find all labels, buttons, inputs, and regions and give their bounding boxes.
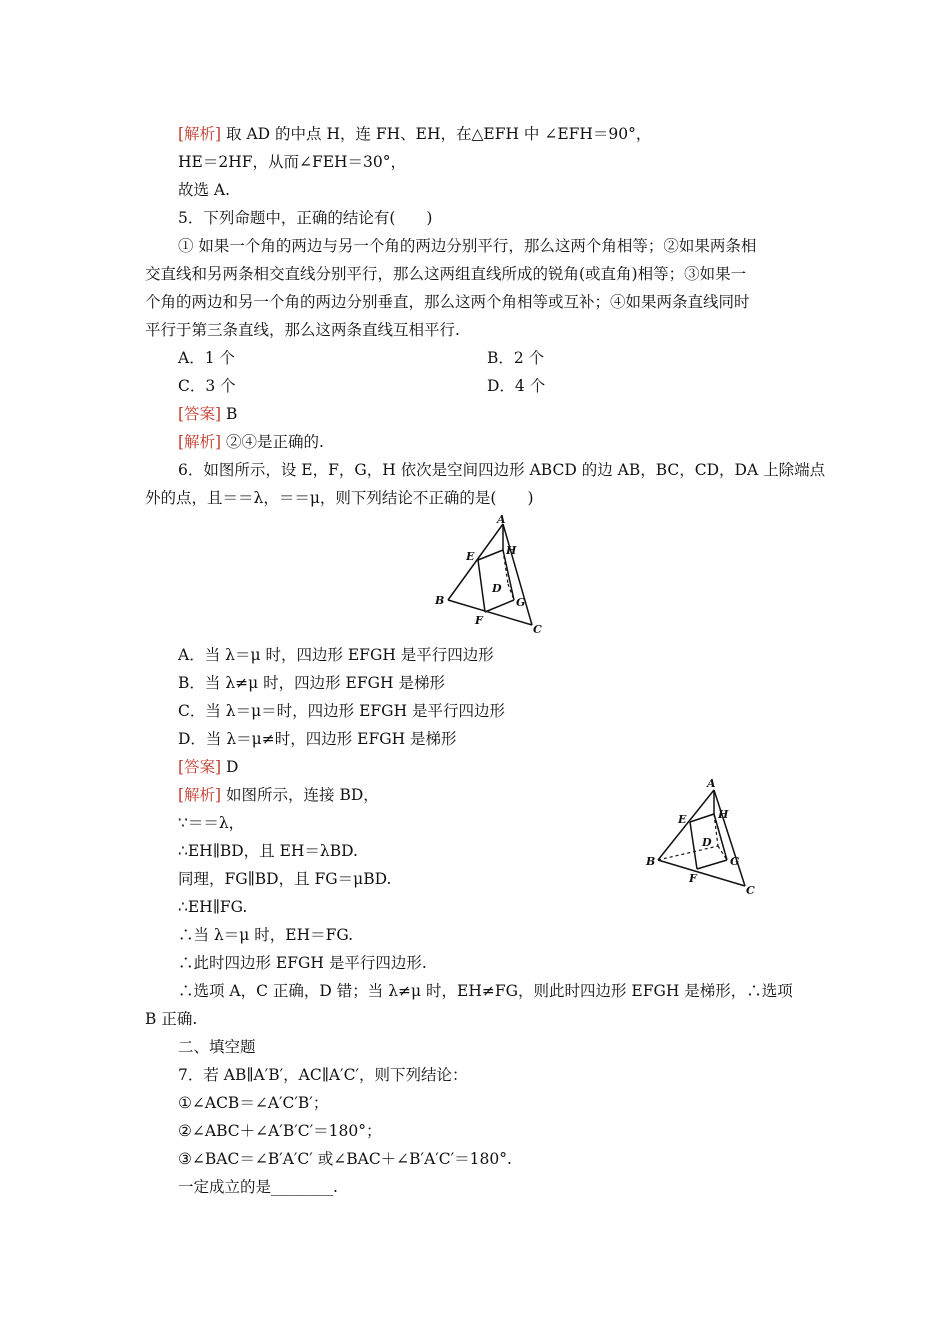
q6-answer	[178, 757, 238, 777]
analysis-tag: [解析]	[178, 786, 222, 804]
q6-analysis-6: ∴当 λ＝μ 时，EH＝FG.	[178, 926, 354, 944]
q5-option-d: D．4 个	[487, 377, 546, 395]
label-g: G	[730, 855, 740, 868]
tetrahedron-figure-2	[642, 770, 767, 898]
label-e: E	[466, 550, 475, 563]
label-h: H	[506, 544, 517, 557]
answer-value: B	[226, 405, 238, 423]
q7-conclusion-3: ③∠BAC＝∠B′A′C′ 或∠BAC＋∠B′A′C′＝180°.	[178, 1150, 512, 1168]
edge-ef	[478, 560, 485, 612]
analysis-line-1	[178, 124, 651, 144]
edge-eh	[478, 550, 503, 560]
q6-option-b: B．当 λ≠μ 时，四边形 EFGH 是梯形	[178, 674, 445, 692]
q5-analysis	[178, 432, 324, 452]
answer-tag: [答案]	[178, 405, 222, 423]
edge-fg	[697, 860, 727, 869]
q5-para-3: 个角的两边和另一个角的两边分别垂直，那么这两个角相等或互补；④如果两条直线同时	[145, 293, 750, 311]
q5-para-4: 平行于第三条直线，那么这两条直线互相平行.	[145, 321, 460, 339]
q6-stem-1: 6．如图所示，设 E，F，G，H 依次是空间四边形 ABCD 的边 AB，BC，CD，DA 上除端点	[178, 461, 826, 479]
tetrahedron-figure-1	[430, 512, 550, 637]
label-f: F	[689, 872, 697, 885]
q6-analysis-1	[178, 785, 379, 805]
q6-analysis-8: ∴选项 A，C 正确，D 错；当 λ≠μ 时，EH≠FG，则此时四边形 EFGH 是梯形，∴选项	[178, 982, 793, 1000]
q7-stem: 7．若 AB∥A′B′，AC∥A′C′，则下列结论：	[178, 1066, 468, 1084]
q6-option-a: A．当 λ＝μ 时，四边形 EFGH 是平行四边形	[178, 646, 494, 664]
q6-stem-2: 外的点，且＝＝λ，＝＝μ，则下列结论不正确的是( )	[145, 489, 534, 507]
label-c: C	[746, 884, 755, 897]
q7-conclusion-2: ②∠ABC＋∠A′B′C′＝180°；	[178, 1122, 382, 1140]
analysis-tag: [解析]	[178, 433, 222, 451]
q6-analysis-4: 同理，FG∥BD，且 FG＝μBD.	[178, 870, 392, 888]
edge-ac	[503, 524, 532, 625]
answer-tag: [答案]	[178, 758, 222, 776]
q6-analysis-7: ∴此时四边形 EFGH 是平行四边形.	[178, 954, 427, 972]
analysis-text: ②④是正确的.	[226, 433, 324, 451]
q5-para-2: 交直线和另两条相交直线分别平行，那么这两组直线所成的锐角(或直角)相等；③如果一	[145, 265, 747, 283]
label-c: C	[533, 623, 542, 636]
analysis-text: 如图所示，连接 BD，	[226, 786, 379, 804]
q6-analysis-3: ∴EH∥BD，且 EH＝λBD.	[178, 842, 358, 860]
answer-value: D	[226, 758, 239, 776]
label-d: D	[492, 582, 502, 595]
label-g: G	[516, 596, 526, 609]
section-heading: 二、填空题	[178, 1038, 256, 1056]
q7-question: 一定成立的是________.	[178, 1178, 338, 1196]
q5-option-c: C．3 个	[178, 377, 236, 395]
analysis-text: 取 AD 的中点 H，连 FH、EH，在△EFH 中 ∠EFH＝90°，	[226, 125, 652, 143]
label-f: F	[475, 614, 483, 627]
q6-analysis-9: B 正确.	[145, 1010, 198, 1028]
q7-conclusion-1: ①∠ACB＝∠A′C′B′；	[178, 1094, 329, 1112]
analysis-line-3: 故选 A.	[178, 181, 231, 199]
edge-ef	[690, 822, 697, 869]
analysis-tag: [解析]	[178, 125, 222, 143]
edge-ac	[714, 790, 745, 886]
q6-option-d: D．当 λ＝μ≠时，四边形 EFGH 是梯形	[178, 730, 457, 748]
label-b: B	[435, 594, 445, 607]
label-e: E	[678, 813, 687, 826]
q6-analysis-5: ∴EH∥FG.	[178, 898, 248, 916]
q5-option-b: B．2 个	[487, 349, 545, 367]
label-d: D	[702, 836, 712, 849]
label-a: A	[707, 777, 716, 790]
q5-option-a: A．1 个	[178, 349, 235, 367]
label-h: H	[718, 808, 729, 821]
q5-stem: 5．下列命题中，正确的结论有( )	[178, 209, 433, 227]
analysis-line-2: HE＝2HF，从而∠FEH＝30°，	[178, 153, 407, 171]
q5-para-1: ① 如果一个角的两边与另一个角的两边分别平行，那么这两个角相等；②如果两条相	[178, 237, 757, 255]
q6-option-c: C．当 λ＝μ＝时，四边形 EFGH 是平行四边形	[178, 702, 506, 720]
q5-answer	[178, 404, 237, 424]
q6-analysis-2: ∵＝＝λ，	[178, 814, 245, 832]
label-a: A	[497, 513, 506, 526]
edge-fg	[485, 600, 514, 612]
label-b: B	[646, 855, 656, 868]
